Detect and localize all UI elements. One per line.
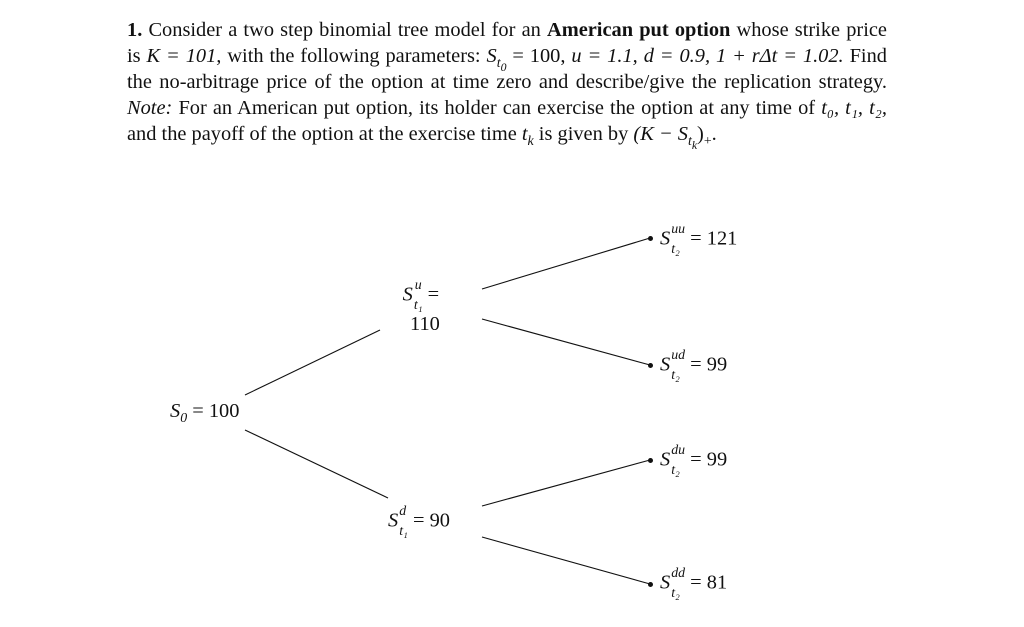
node-uu: S uu t₂ = 121 [660, 222, 738, 257]
params-intro-text: with the following parameters: [227, 45, 481, 67]
bullet-dd [648, 582, 653, 587]
node-du: S du t₂ = 99 [660, 443, 728, 478]
bullet-ud [648, 363, 653, 368]
edge-root-up [245, 330, 380, 395]
note-text-3: is given by [538, 123, 629, 145]
intro-text: Consider a two step binomial tree model for an [148, 19, 541, 41]
node-dd: S dd t₂ = 81 [660, 566, 728, 601]
edge-up-ud [482, 319, 650, 365]
bullet-uu [648, 236, 653, 241]
rate-equation: 1 + rΔt = 1.02. [715, 45, 844, 67]
task-text: Find the no-arbitrage price of the option at time zero and describe/give the replication strategy. [127, 45, 887, 93]
exercise-times: t₀, t₁, t₂, [821, 97, 887, 119]
american-put-emphasis: American put option [546, 19, 731, 41]
node-up: S u t₁ = 110 [402, 278, 440, 335]
exercise-time-tk: $t_k$ [521, 123, 534, 150]
node-down: S d t₁ = 90 [388, 504, 450, 539]
bullet-du [648, 458, 653, 463]
after-emphasis-text: whose strike price is [127, 19, 887, 67]
note-text-2: and the payoff of the option at the exercise time [127, 123, 517, 145]
s-t0-equation: $S_{t_0} = 100$, [486, 45, 566, 74]
problem-number: 1. [127, 19, 143, 41]
note-text-1: For an American put option, its holder can exercise the option at any time of [178, 97, 816, 119]
note-label: Note: [127, 97, 173, 119]
edge-up-uu [482, 238, 650, 289]
node-root: $S_0 = 100$ [170, 400, 240, 427]
u-equation: u = 1.1, [571, 45, 638, 67]
strike-equation: K = 101, [146, 45, 222, 67]
payoff-formula: $(K - S_{t_k})_+$. [633, 123, 717, 152]
edge-down-dd [482, 537, 650, 584]
node-ud: S ud t₂ = 99 [660, 348, 728, 383]
d-equation: d = 0.9, [643, 45, 711, 67]
edge-down-du [482, 460, 650, 506]
edge-root-down [245, 430, 388, 498]
